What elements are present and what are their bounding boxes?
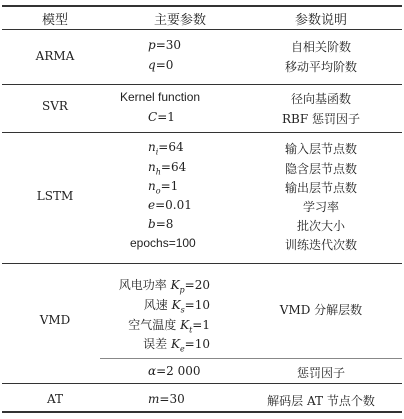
- vmd-param-row: 误差 $K_e=10$: [143, 337, 210, 354]
- model-arma: ARMA: [35, 49, 75, 63]
- lstm-param-row: epochs=100: [130, 236, 196, 250]
- param-svr-kernel: Kernel function: [120, 90, 201, 104]
- desc-vmd-alpha: 惩罚因子: [296, 366, 345, 380]
- lstm-desc-row: 隐含层节点数: [284, 162, 357, 176]
- vmd-param-row: 风速 $K_s=10$: [143, 298, 210, 315]
- lstm-param-row: $n_h=64$: [148, 160, 187, 177]
- lstm-param-row: e=0.01: [148, 198, 192, 212]
- row-rule-lstm: [2, 263, 402, 264]
- desc-svr-2: RBF 惩罚因子: [282, 112, 360, 126]
- model-at: AT: [46, 392, 63, 406]
- desc-arma-1: 自相关阶数: [290, 40, 351, 54]
- vmd-param-row: 风电功率 $K_p=20$: [118, 278, 210, 295]
- top-rule: [2, 5, 402, 7]
- param-arma-p: p=30: [148, 38, 182, 52]
- lstm-desc-row: 输入层节点数: [284, 142, 357, 156]
- row-rule-arma: [2, 84, 402, 85]
- header-rule: [2, 29, 402, 30]
- desc-at: 解码层 AT 节点个数: [267, 394, 375, 408]
- row-rule-vmd: [2, 383, 402, 384]
- row-rule-svr: [2, 132, 402, 133]
- param-arma-q: q=0: [148, 58, 174, 72]
- lstm-param-row: b=8: [148, 217, 174, 231]
- lstm-param-row: $n_o=1$: [148, 179, 179, 196]
- param-svr-c: C=1: [148, 110, 175, 124]
- model-lstm: LSTM: [36, 189, 74, 203]
- lstm-desc-row: 学习率: [302, 200, 339, 214]
- header-desc: 参数说明: [294, 13, 347, 28]
- lstm-param-row: $n_i=64$: [148, 140, 184, 157]
- desc-arma-2: 移动平均阶数: [284, 60, 357, 74]
- lstm-desc-row: 输出层节点数: [284, 181, 357, 195]
- lstm-desc-row: 训练迭代次数: [284, 238, 357, 252]
- vmd-param-row: 空气温度 $K_t=1$: [128, 318, 210, 335]
- vmd-inner-rule: [100, 358, 402, 359]
- desc-vmd: VMD 分解层数: [279, 303, 363, 317]
- desc-svr-1: 径向基函数: [290, 92, 351, 106]
- header-model: 模型: [41, 13, 68, 28]
- bottom-rule: [2, 411, 402, 413]
- model-svr: SVR: [42, 99, 68, 113]
- model-vmd: VMD: [39, 313, 71, 327]
- header-params: 主要参数: [153, 13, 206, 28]
- param-vmd-alpha: α=2 000: [148, 364, 201, 378]
- param-at-m: m=30: [148, 392, 185, 406]
- lstm-desc-row: 批次大小: [296, 219, 345, 233]
